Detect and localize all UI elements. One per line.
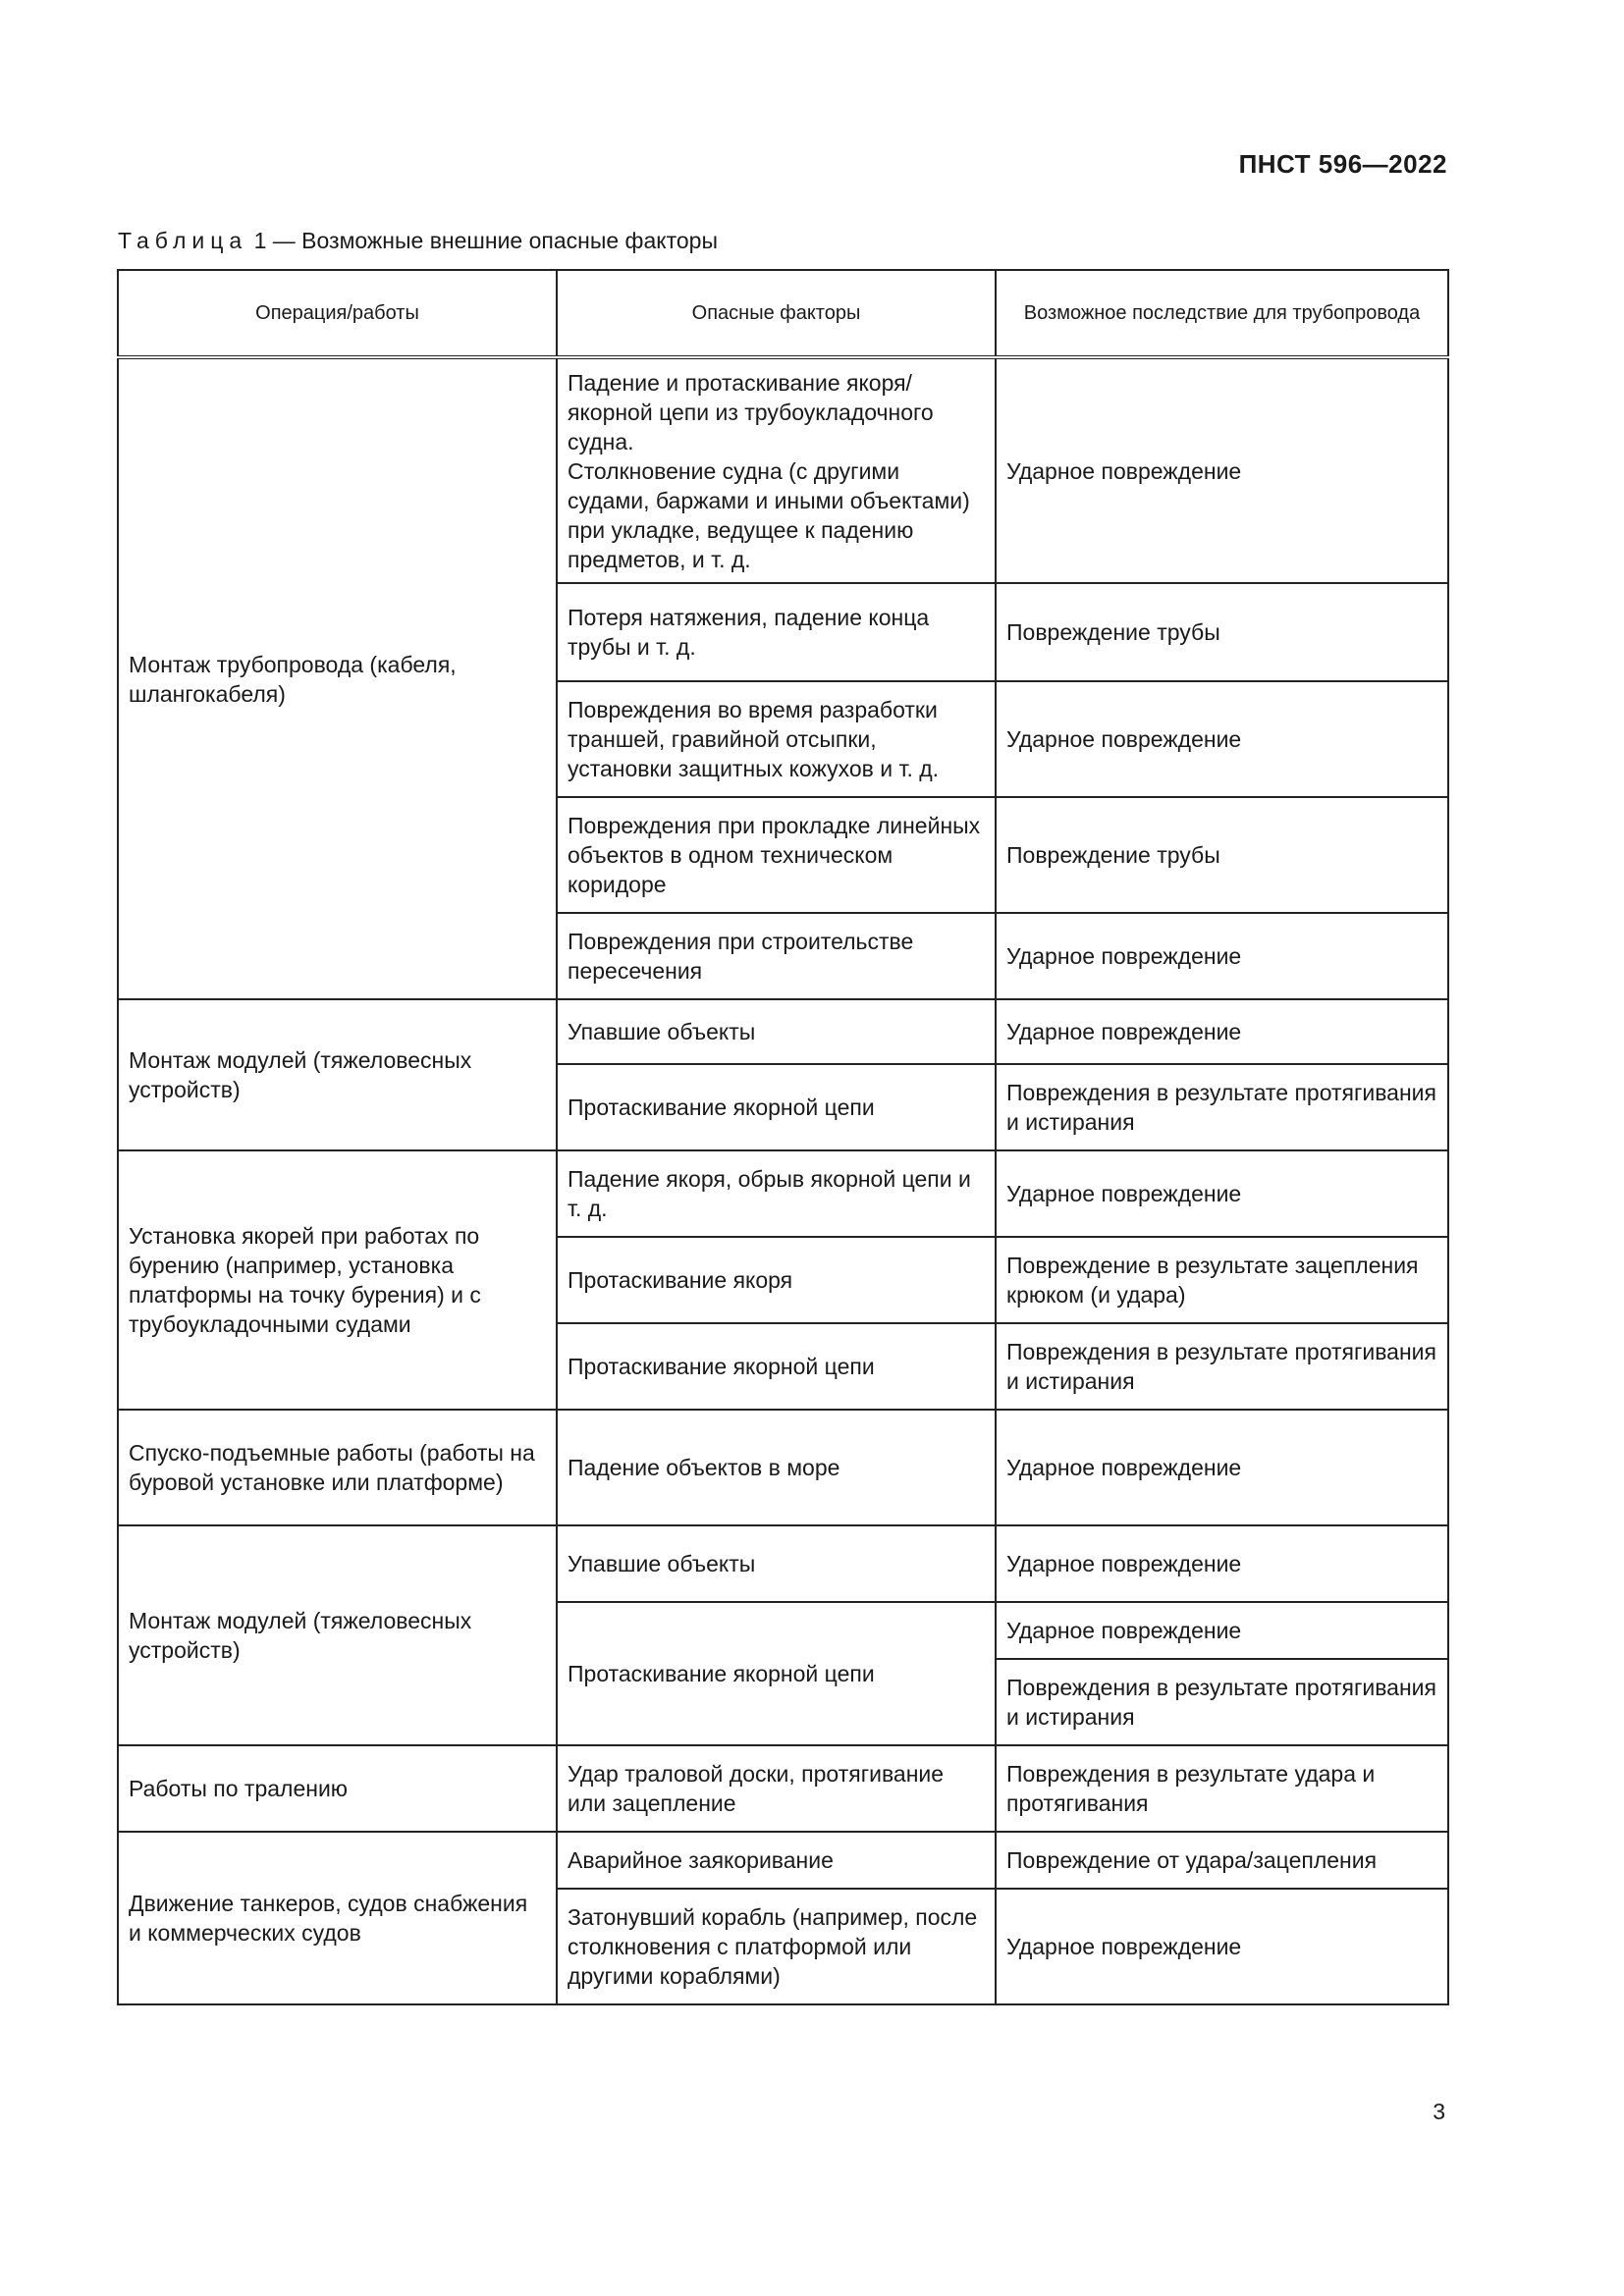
factor-cell: Протаскивание якоря (557, 1237, 996, 1323)
page-number: 3 (1433, 2099, 1445, 2124)
consequence-cell: Повреждения в результате протягивания и истирания (996, 1064, 1448, 1150)
factor-cell: Затонувший корабль (например, после столкновения с платформой или другими кораблями) (557, 1889, 996, 2004)
factor-cell: Аварийное заякоривание (557, 1832, 996, 1889)
operation-cell: Монтаж модулей (тяжеловесных устройств) (118, 999, 557, 1150)
operation-cell: Движение танкеров, судов снабжения и коммерческих судов (118, 1832, 557, 2004)
factor-cell: Повреждения при строительстве пересечения (557, 913, 996, 999)
column-header-operation: Операция/работы (118, 270, 557, 357)
hazards-table (117, 269, 1449, 2005)
consequence-cell: Повреждения в результате протягивания и истирания (996, 1659, 1448, 1745)
column-header-factors: Опасные факторы (557, 270, 996, 357)
table-row (118, 1745, 1448, 1832)
factor-cell: Падение объектов в море (557, 1410, 996, 1525)
table-row (118, 999, 1448, 1064)
consequence-cell: Повреждение от удара/зацепления (996, 1832, 1448, 1889)
table-row (118, 357, 1448, 583)
consequence-cell: Ударное повреждение (996, 1150, 1448, 1237)
factor-cell: Падение якоря, обрыв якорной цепи и т. д. (557, 1150, 996, 1237)
operation-cell: Работы по тралению (118, 1745, 557, 1832)
table-caption-label: Таблица (118, 228, 248, 253)
operation-cell: Установка якорей при работах по бурению (например, установка платформы на точку бурения) и с трубоукладочными судами (118, 1150, 557, 1410)
table-header-row (118, 270, 1448, 357)
consequence-cell: Повреждение трубы (996, 583, 1448, 681)
factor-cell: Повреждения во время разработки траншей, гравийной отсыпки, установки защитных кожухов и т. д. (557, 681, 996, 797)
consequence-cell: Ударное повреждение (996, 1410, 1448, 1525)
factor-cell: Протаскивание якорной цепи (557, 1323, 996, 1410)
factor-cell: Потеря натяжения, падение конца трубы и т. д. (557, 583, 996, 681)
consequence-cell: Ударное повреждение (996, 681, 1448, 797)
consequence-cell: Повреждения в результате удара и протягивания (996, 1745, 1448, 1832)
consequence-cell: Ударное повреждение (996, 357, 1448, 583)
document-code: ПНСТ 596—2022 (1238, 149, 1447, 179)
consequence-cell: Ударное повреждение (996, 999, 1448, 1064)
factor-cell: Протаскивание якорной цепи (557, 1602, 996, 1745)
table-row (118, 1410, 1448, 1525)
column-header-consequence: Возможное последствие для трубопровода (996, 270, 1448, 357)
table-caption-text: 1 — Возможные внешние опасные факторы (253, 228, 718, 253)
factor-cell: Падение и протаскивание якоря/ якорной цепи из трубоукладочного судна. Столкновение судна (с другими судами, баржами и иными объектами) при укладке, ведущее к падению предметов, и т. д. (557, 357, 996, 583)
operation-cell: Монтаж трубопровода (кабеля, шлангокабеля) (118, 357, 557, 999)
consequence-cell: Повреждение трубы (996, 797, 1448, 913)
consequence-cell: Ударное повреждение (996, 1525, 1448, 1602)
consequence-cell: Повреждение в результате зацепления крюком (и удара) (996, 1237, 1448, 1323)
consequence-cell: Повреждения в результате протягивания и истирания (996, 1323, 1448, 1410)
consequence-cell: Ударное повреждение (996, 1602, 1448, 1659)
table-row (118, 1832, 1448, 1889)
table-caption (118, 228, 718, 254)
consequence-cell: Ударное повреждение (996, 913, 1448, 999)
factor-cell: Повреждения при прокладке линейных объектов в одном техническом коридоре (557, 797, 996, 913)
operation-cell: Спуско-подъемные работы (работы на буровой установке или платформе) (118, 1410, 557, 1525)
table-row (118, 1150, 1448, 1237)
factor-cell: Удар траловой доски, протягивание или зацепление (557, 1745, 996, 1832)
factor-cell: Упавшие объекты (557, 999, 996, 1064)
table-row (118, 1525, 1448, 1602)
consequence-cell: Ударное повреждение (996, 1889, 1448, 2004)
factor-cell: Протаскивание якорной цепи (557, 1064, 996, 1150)
operation-cell: Монтаж модулей (тяжеловесных устройств) (118, 1525, 557, 1745)
factor-cell: Упавшие объекты (557, 1525, 996, 1602)
